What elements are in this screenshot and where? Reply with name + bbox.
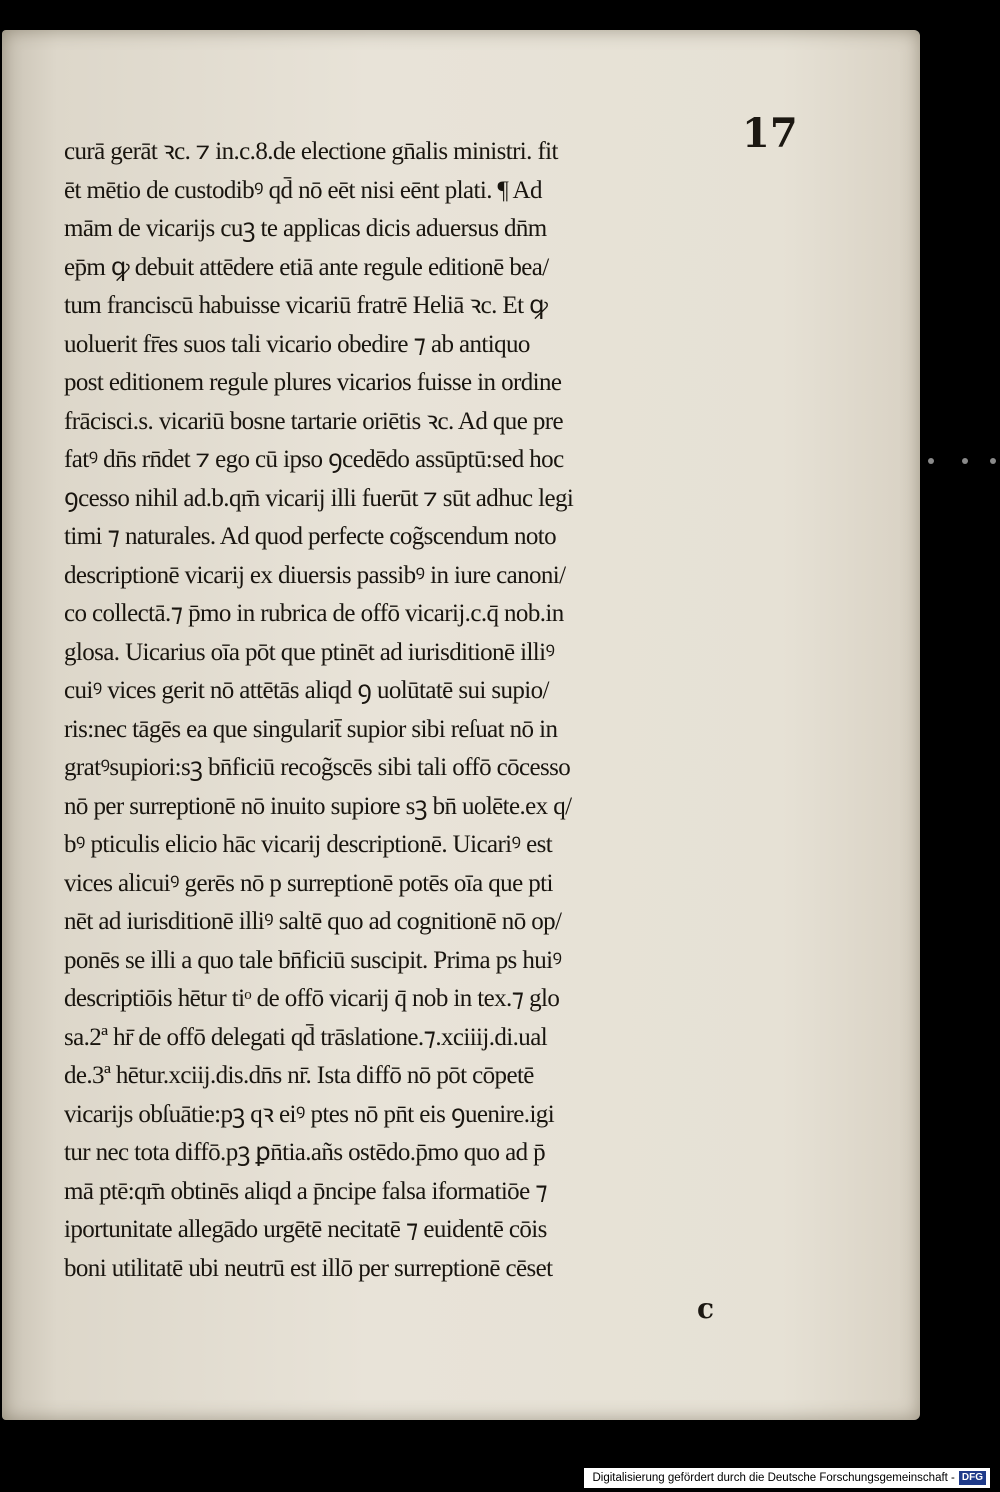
text-line: uoluerit fr̄es suos tali vicario obedire ⁊ ab antiquo: [64, 330, 530, 358]
dfg-logo: DFG: [959, 1471, 986, 1485]
text-line: frācisci.s. vicariū bosne tartarie oriētis ꝛc. Ad que pre: [64, 407, 563, 435]
book-page: [2, 30, 920, 1420]
text-line: co collectā.⁊ p̄mo in rubrica de offō vicarij.c.q̄ nob.in: [64, 600, 564, 627]
text-line: fatꝰ dn̄s rn̄det ⁊ ego cū ipso ꝯcedēdo assūptū:sed hoc: [64, 446, 564, 473]
text-line: nēt ad iurisditionē illiꝰ saltē quo ad cognitionē nō op/: [64, 908, 562, 935]
page-number: 17: [742, 110, 798, 157]
signature-mark: c: [697, 1292, 715, 1325]
text-line: bꝰ pticulis elicio hāc vicarij descriptionē. Uicariꝰ est: [64, 831, 553, 858]
text-line: descriptiōis hētur tiᵒ de offō vicarij q̄ nob in tex.⁊ glo: [64, 985, 560, 1012]
text-line: ponēs se illi a quo tale bn̄ficiū suscipit. Prima ps huiꝰ: [64, 946, 562, 974]
text-line: nō per surreptionē nō inuito supiore sꝫ bn̄ uolēte.ex q/: [64, 792, 572, 820]
text-line: de.3ª hētur.xciij.dis.dn̄s nr̄. Ista diffō nō pōt cōpetē: [64, 1062, 534, 1089]
digitization-footer: [584, 1468, 990, 1488]
text-line: timi ⁊ naturales. Ad quod perfecte cog̃scendum noto: [64, 523, 557, 550]
text-line: tum franciscū habuisse vicariū fratrē Heliā ꝛc. Et ꝙ: [64, 292, 548, 319]
text-line: boni utilitatē ubi neutrū est illō per surreptionē cēset: [64, 1254, 553, 1282]
text-line: tur nec tota diffō.pꝫ ꝑn̄tia.añs ostēdo.p̄mo quo ad p̄: [64, 1139, 546, 1166]
text-line: ēt mētio de custodibꝰ qd̄ nō eēt nisi eēnt plati. ¶ Ad: [64, 176, 542, 204]
text-line: cuiꝰ vices gerit nō attētās aliqd ꝯ uolūtatē sui supio/: [64, 677, 549, 704]
text-line: iportunitate allegādo urgētē necitatē ⁊ euidentē cōis: [64, 1216, 547, 1243]
text-line: vices alicuiꝰ gerēs nō p surreptionē potēs oīa que pti: [64, 869, 553, 897]
footer-text: Digitalisierung gefördert durch die Deutsche Forschungsgemeinschaft -: [592, 1472, 955, 1484]
text-line: ꝯcesso nihil ad.b.qm̄ vicarij illi fuerūt ⁊ sūt adhuc legi: [64, 484, 574, 512]
text-line: post editionem regule plures vicarios fuisse in ordine: [64, 369, 562, 396]
text-line: descriptionē vicarij ex diuersis passibꝰ in iure canoni/: [64, 561, 566, 589]
text-line: curā gerāt ꝛc. ⁊ in.c.8.de electione gn̄alis ministri. fit: [64, 138, 558, 165]
text-line: mā ptē:qm̄ obtinēs aliqd a p̄ncipe falsa iformatiōe ⁊: [64, 1177, 548, 1205]
text-line: sa.2ª hr̄ de offō delegati qd̄ trāslatione.⁊.xciiij.di.ual: [64, 1023, 548, 1051]
text-line: gratꝰsupiori:sꝫ bn̄ficiū recog̃scēs sibi tali offō cōcesso: [64, 754, 571, 781]
text-line: mām de vicarijs cuꝫ te applicas dicis aduersus dn̄m: [64, 215, 547, 242]
text-line: ris:nec tāgēs ea que singularit̄ supior sibi reſuat nō in: [64, 715, 558, 743]
text-line: ep̄m ꝙ debuit attēdere etiā ante regule editionē bea/: [64, 253, 549, 281]
text-line: vicarijs obſuātie:pꝫ qꝛ eiꝰ ptes nō pn̄t eis ꝯuenire.igi: [64, 1100, 555, 1128]
text-line: glosa. Uicarius oīa pōt que ptinēt ad iurisditionē illiꝰ: [64, 638, 555, 666]
